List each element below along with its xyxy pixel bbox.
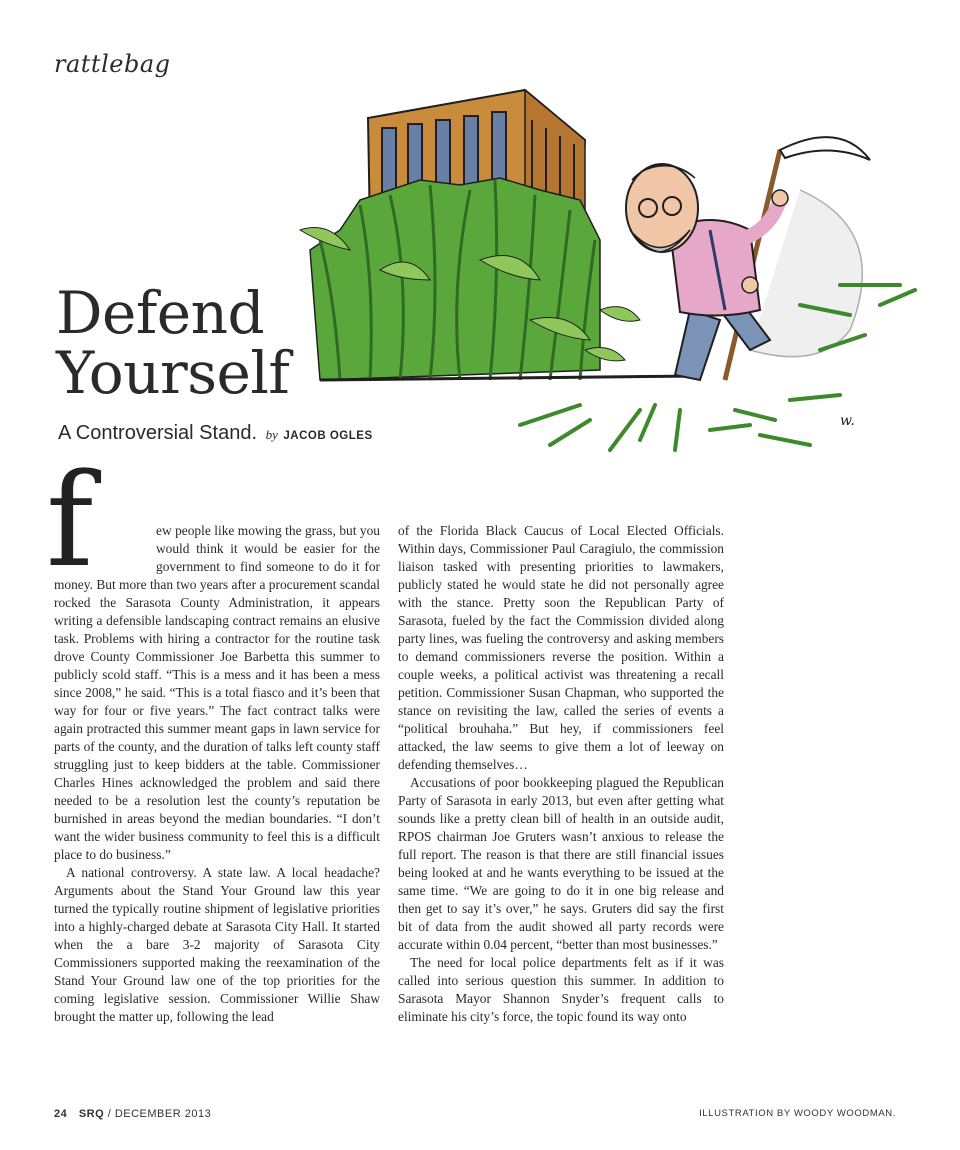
page-number: 24 (54, 1108, 68, 1120)
body-column-left (54, 522, 380, 1026)
issue-date: / DECEMBER 2013 (107, 1108, 212, 1120)
illustration-credit: ILLUSTRATION BY WOODY WOODMAN. (699, 1108, 896, 1119)
body-column-right (398, 522, 724, 1026)
grass-illustration (300, 178, 640, 380)
paragraph: of the Florida Black Caucus of Local Elected Officials. Within days, Commissioner Paul Caragiulo, the commission liaison tasked with presenting priorities to lawmakers, publicly stated he would state he did not personally agree with the stance. Pretty soon the Republican Party of Sarasota, fueled by the fact the Commission divided along party lines, was fueling the controversy and asking members to demand commissioners reverse the position. Within a couple weeks, a political activist was threatening a recall petition. Commissioner Susan Chapman, who supported the stance on revisiting the law, called the series of events a “political brouhaha.” But hey, if commissioners feel attacked, the law seems to give them a lot of leeway on defending themselves… (398, 523, 724, 772)
subtitle-text: A Controversial Stand. (58, 422, 257, 444)
author-name: JACOB OGLES (283, 430, 373, 442)
section-label: rattlebag (54, 50, 171, 78)
article-headline (56, 279, 290, 407)
article-illustration (280, 80, 920, 480)
drop-cap: f (46, 447, 94, 596)
magazine-name: SRQ (78, 1108, 105, 1120)
article-subtitle (58, 422, 373, 445)
headline-line-2: Yourself (56, 339, 290, 407)
headline-line-1: Defend (56, 279, 265, 347)
paragraph: ew people like mowing the grass, but you would think it would be easier for the government to find someone to do it for money. But more than two years after a procurement scandal rocked the Sarasota County Administration, it appears writing a defensible landscaping contract remains an elusive task. Problems with hiring a contractor for the routine task drove County Commissioner Joe Barbetta this summer to publicly scold staff. “This is a mess and it has been a mess since 2008,” he said. “This is a total fiasco and it’s been that way for four or five years.” The fact contract talks were again protracted this summer meant gaps in lawn service for parts of the county, and the duration of talks left county staff struggling just to keep bidders at the table. Commissioner Charles Hines acknowledged the problem and said there needed to be a resolution lest the county’s reputation be burnished in areas beyond the median boundaries. “I don’t want the wider business community to feel this is a difficult place to do business.” (54, 523, 380, 862)
artist-signature: w. (840, 413, 855, 429)
paragraph: The need for local police departments felt as if it was called into serious question this summer. In addition to Sarasota Mayor Shannon Snyder’s frequent calls to eliminate his city’s force, the topic found its way onto (398, 955, 724, 1024)
paragraph: Accusations of poor bookkeeping plagued the Republican Party of Sarasota in early 2013, but even after getting what sounds like a pretty clean bill of health in an outside audit, RPOS chairman Joe Gruters wasn’t anxious to release the full report. The reason is that there are still financial issues being looked at and he wants everything to be issued at the same time. “We are going to do it in one big release and then get to say it’s over,” he says. Gruters did say the first bit of data from the audit showed all party records were accurate within 0.04 percent, “better than most businesses.” (398, 775, 724, 952)
paragraph: A national controversy. A state law. A local headache? Arguments about the Stand Your Ground law this year turned the typically routine shipment of legislative priorities into a highly-charged debate at Sarasota City Hall. It started when the a bare 3-2 majority of Sarasota City Commissioners supported making the reexamination of the Stand Your Ground law one of the top priorities for the coming legislative session. Commissioner Willie Shaw brought the matter up, following the lead (54, 865, 380, 1024)
byline-prefix: by (265, 427, 278, 442)
page-footer (54, 1108, 211, 1120)
